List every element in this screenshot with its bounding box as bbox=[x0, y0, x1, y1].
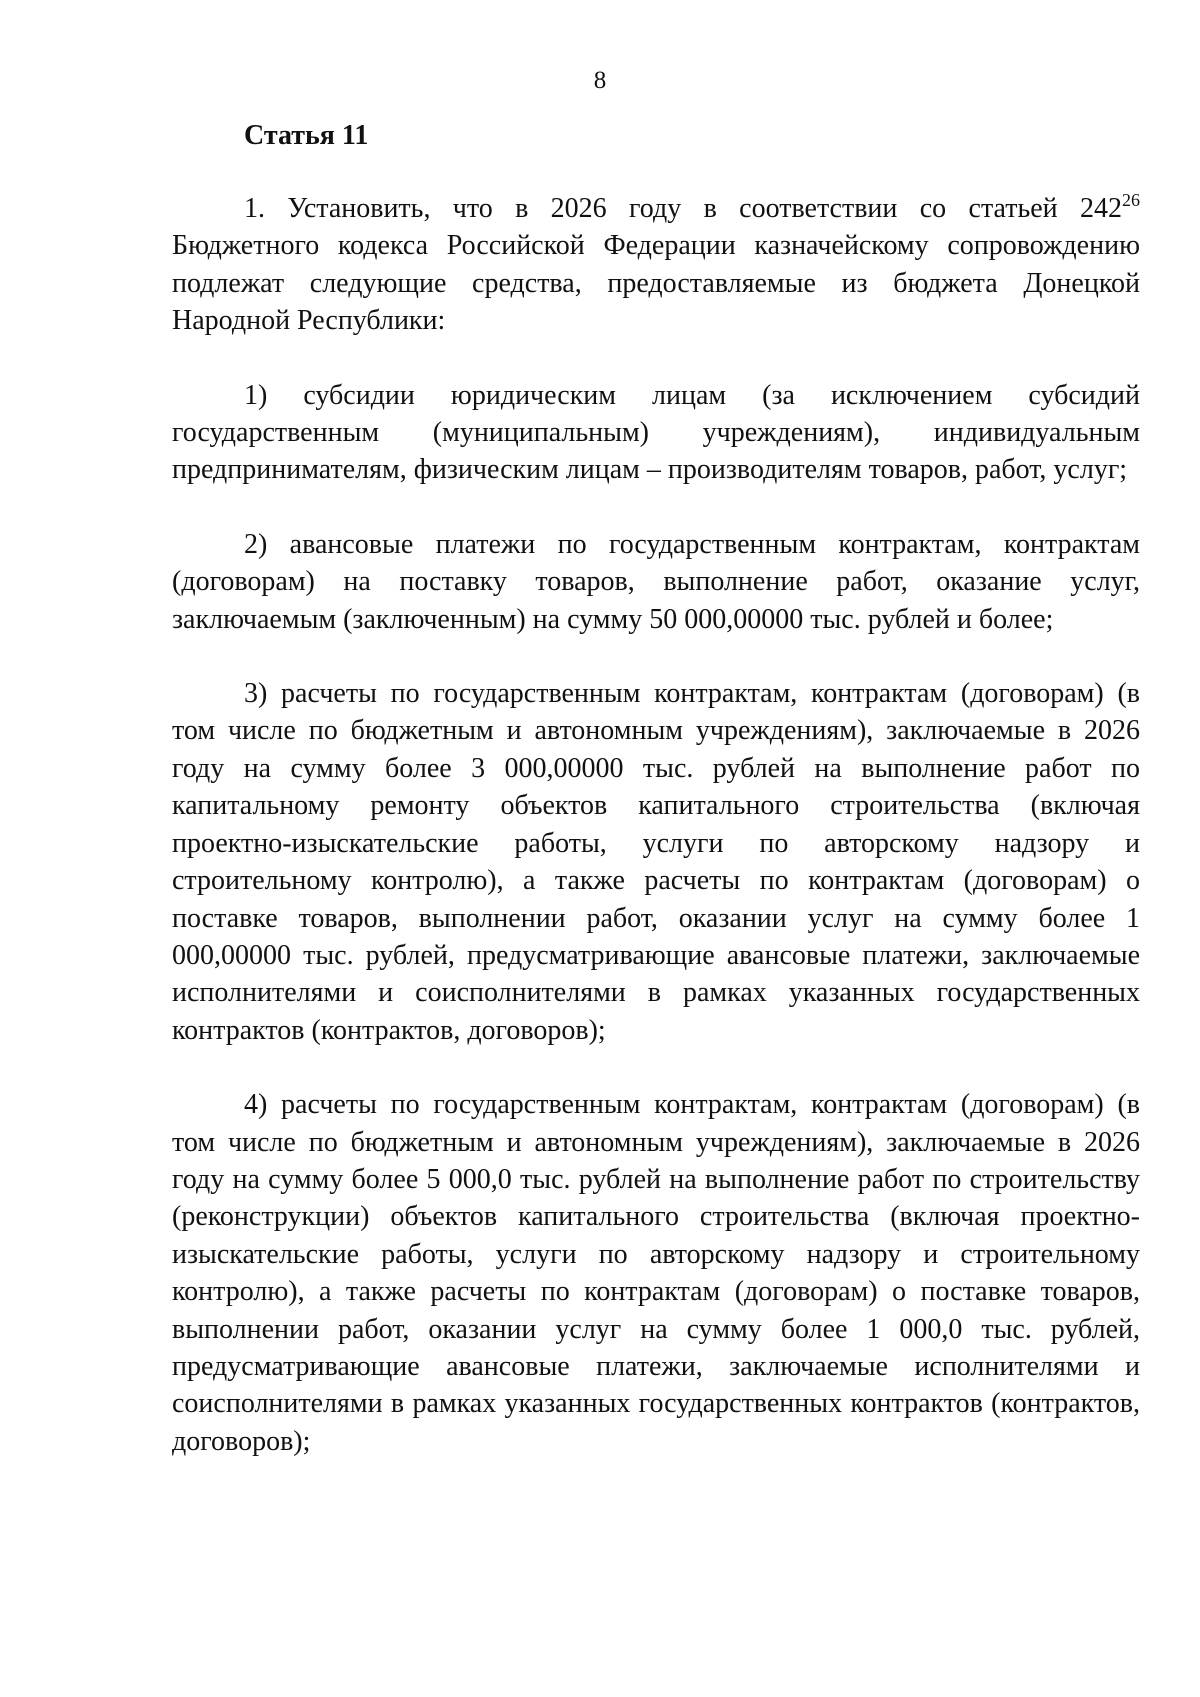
intro-paragraph bbox=[172, 190, 1140, 340]
document-body bbox=[172, 118, 1140, 1497]
page-number: 8 bbox=[593, 67, 607, 94]
intro-text-end: Бюджетного кодекса Российской Федерации казначейскому сопровождению подлежат следующие средства, предоставляемые из бюджета Донецкой Народной Республики: bbox=[172, 230, 1140, 337]
article-title: Статья 11 bbox=[244, 120, 369, 151]
list-item-2: 2) авансовые платежи по государственным контрактам, контрактам (договорам) на поставку товаров, выполнение работ, оказание услуг, заключаемым (заключенным) на сумму 50 000,00000 тыс. рублей и более; bbox=[172, 528, 1140, 635]
list-item-4: 4) расчеты по государственным контрактам, контрактам (договорам) (в том числе по бюджетным и автономным учреждениям), заключаемые в 2026 году на сумму более 5 000,0 тыс. рублей на выполнение работ по строительству (реконструкции) объектов капитального строительства (включая проектно-изыскательские работы, услуги по авторскому надзору и строительному контролю), а также расчеты по контрактам (договорам) о поставке товаров, выполнении работ, оказании услуг на сумму более 1 000,0 тыс. рублей, предусматривающие авансовые платежи, заключаемые исполнителями и соисполнителями в рамках указанных государственных контрактов (контрактов, договоров); bbox=[172, 1089, 1140, 1457]
list-item-1: 1) субсидии юридическим лицам (за исключением субсидий государственным (муниципальным) учреждениям), индивидуальным предпринимателям, физическим лицам – производителям товаров, работ, услуг; bbox=[172, 379, 1140, 486]
intro-text-start: 1. Установить, что в 2026 году в соответствии со статьей 242 bbox=[244, 193, 1122, 224]
article-superscript: 26 bbox=[1122, 190, 1140, 210]
list-item-3: 3) расчеты по государственным контрактам, контрактам (договорам) (в том числе по бюджетным и автономным учреждениям), заключаемые в 2026 году на сумму более 3 000,00000 тыс. рублей на выполнение работ по капитальному ремонту объектов капитального строительства (включая проектно-изыскательские работы, услуги по авторскому надзору и строительному контролю), а также расчеты по контрактам (договорам) о поставке товаров, выполнении работ, оказании услуг на сумму более 1 000,00000 тыс. рублей, предусматривающие авансовые платежи, заключаемые исполнителями и соисполнителями в рамках указанных государственных контрактов (контрактов, договоров); bbox=[172, 678, 1140, 1046]
